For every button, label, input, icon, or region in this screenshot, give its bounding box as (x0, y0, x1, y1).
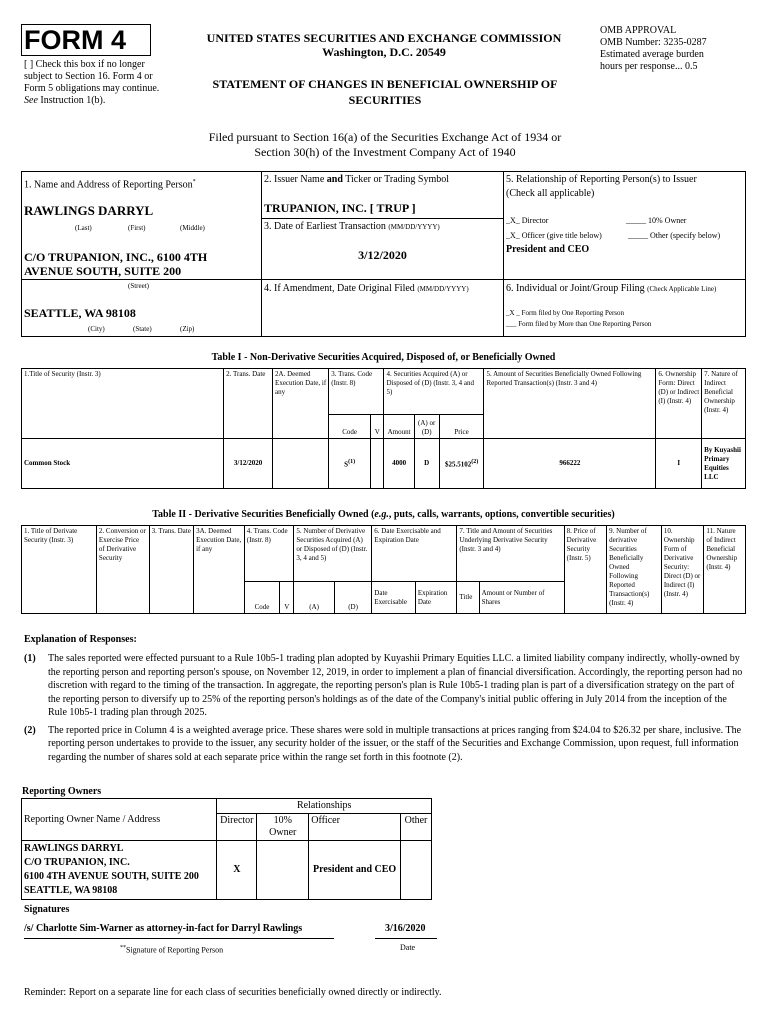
t1-h4: 4. Securities Acquired (A) or Disposed of (D) (Instr. 3, 4 and 5) (384, 369, 484, 415)
owner-col-name: Reporting Owner Name / Address (22, 799, 217, 841)
t1-h2a: 2A. Deemed Execution Date, if any (273, 369, 329, 439)
sec-location: Washington, D.C. 20549 (322, 45, 446, 59)
state-label: (State) (133, 325, 152, 333)
t2-exp: Expiration Date (415, 582, 457, 614)
owner-officer: President and CEO (309, 841, 401, 900)
t1-row-code: $S^{(1)}$ (329, 439, 371, 489)
signature-label: **Signature of Reporting Person (120, 945, 224, 955)
omb-box (600, 25, 760, 73)
last-label: (Last) (75, 224, 92, 232)
table2-title: Table II - Derivative Securities Beneficially Owned (e.g., puts, calls, warrants, options, convertible securities) (152, 509, 615, 520)
t2-h11: 11. Nature of Indirect Beneficial Ownership (Instr. 4) (704, 526, 746, 614)
col-officer: Officer (309, 814, 401, 841)
box5-sub: (Check all applicable) (506, 188, 595, 199)
t2-h8: 8. Price of Derivative Security (Instr. 5) (564, 526, 607, 614)
box3-label: 3. Date of Earliest Transaction (MM/DD/YYYY) (264, 221, 440, 232)
table-row (22, 841, 432, 900)
t2-h3a: 3A. Deemed Execution Date, if any (194, 526, 245, 614)
t1-row-price: $25.5102$^{(2)}$ (439, 439, 484, 489)
t2-h2: 2. Conversion or Exercise Price of Derivative Security (96, 526, 149, 614)
street-value: C/O TRUPANION, INC., 6100 4TH AVENUE SOUTH, SUITE 200 (24, 250, 208, 278)
form-title-box (21, 24, 151, 56)
ten-pct-check: _____ 10% Owner (626, 216, 687, 225)
table2 (21, 525, 746, 614)
t2-h5: 5. Number of Derivative Securities Acquired (A) or Disposed of (D) (Instr. 3, 4 and 5) (294, 526, 372, 582)
director-check: _X_ Director (506, 216, 549, 225)
table1-title: Table I - Non-Derivative Securities Acquired, Disposed of, or Beneficially Owned (211, 352, 556, 363)
filing-opt1: _X _ Form filed by One Reporting Person (506, 309, 625, 317)
issuer-value: TRUPANION, INC. [ TRUP ] (264, 201, 416, 215)
t2-date-ex: Date Exercisable (372, 582, 416, 614)
officer-check: _X_ Officer (give title below) (506, 231, 602, 240)
t1-v: V (370, 415, 384, 439)
omb-burden: Estimated average burden (600, 49, 704, 60)
reporting-person-name: RAWLINGS DARRYL (24, 203, 154, 218)
t1-row-form: I (656, 439, 702, 489)
table-row (22, 439, 746, 489)
t1-h1: 1.Title of Security (Instr. 3) (22, 369, 224, 439)
omb-approval: OMB APPROVAL (600, 25, 677, 36)
sec-title: UNITED STATES SECURITIES AND EXCHANGE COMMISSION (206, 31, 562, 45)
zip-label: (Zip) (180, 325, 195, 333)
t1-aord: (A) or (D) (414, 415, 439, 439)
t2-h6: 6. Date Exercisable and Expiration Date (372, 526, 457, 582)
reminder: Reminder: Report on a separate line for each class of securities beneficially owned directly or indirectly. (24, 987, 442, 998)
box6-label: 6. Individual or Joint/Group Filing (Check Applicable Line) (506, 283, 717, 294)
owner-ten-pct (257, 841, 309, 900)
owner-director: X (217, 841, 257, 900)
footnote-2: (2) The reported price in Column 4 is a weighted average price. These shares were sold in multiple transactions at prices ranging from $24.04 to $26.32 per share, inclusive. The reporting person undertakes to provide to the issuer, any security holder of the issuer, or the staff of the Securities and Exchange Commission, upon request, full information regarding the number of shares sold at each separate price within the range set forth in this footnote (2). (24, 724, 742, 763)
t1-h5: 5. Amount of Securities Beneficially Owned Following Reported Transaction(s) (Instr. 3 and 4) (484, 369, 656, 439)
signatures-heading: Signatures (24, 904, 70, 915)
t1-h2: 2. Trans. Date (224, 369, 273, 439)
box4-label: 4. If Amendment, Date Original Filed (MM/DD/YYYY) (264, 283, 469, 294)
t2-h10: 10. Ownership Form of Derivative Security: Direct (D) or Indirect (I) (Instr. 4) (661, 526, 704, 614)
col-director: Director (217, 814, 257, 841)
t2-d: (D) (334, 582, 371, 614)
earliest-transaction-date: 3/12/2020 (358, 248, 407, 262)
box1-label: 1. Name and Address of Reporting Person* (24, 179, 196, 191)
box2-label: 2. Issuer Name and Ticker or Trading Symbol (264, 174, 450, 185)
owners-table (21, 798, 432, 900)
filing-opt2: ___ Form filed by More than One Reporting Person (506, 320, 652, 328)
owner-other (400, 841, 431, 900)
other-check: _____ Other (specify below) (628, 231, 721, 240)
t1-amount: Amount (384, 415, 414, 439)
explanation-list (24, 652, 746, 764)
t2-a: (A) (294, 582, 335, 614)
box5-label: 5. Relationship of Reporting Person(s) to Issuer (506, 174, 697, 185)
first-label: (First) (128, 224, 146, 232)
t1-price: Price (439, 415, 484, 439)
t1-code: Code (329, 415, 371, 439)
explanation-heading: Explanation of Responses: (24, 634, 137, 645)
col-ten-pct: 10% Owner (257, 814, 309, 841)
street-label: (Street) (128, 282, 149, 290)
checkbox-note: [ ] Check this box if no longer subject to Section 16. Form 4 or Form 5 obligations may continue. See Instruction 1(b). (24, 59, 160, 106)
middle-label: (Middle) (180, 224, 205, 232)
t1-row-owned: 966222 (484, 439, 656, 489)
t2-h9: 9. Number of derivative Securities Beneficially Owned Following Reported Transaction(s) (Instr. 4) (607, 526, 662, 614)
t1-row-nature: By Kuyashii Primary Equities LLC (702, 439, 746, 489)
officer-title: President and CEO (506, 244, 590, 255)
table1 (21, 368, 746, 489)
omb-hours: hours per response... 0.5 (600, 61, 698, 72)
date-label: Date (400, 943, 416, 952)
signature-text: /s/ Charlotte Sim-Warner as attorney-in-fact for Darryl Rawlings (24, 923, 303, 934)
city-label: (City) (88, 325, 105, 333)
filed-pursuant-1: Filed pursuant to Section 16(a) of the Securities Exchange Act of 1934 or (208, 130, 562, 144)
form-title: FORM 4 (24, 25, 127, 55)
t2-h1: 1. Title of Derivate Security (Instr. 3) (22, 526, 97, 614)
relationships-header: Relationships (217, 799, 432, 814)
statement-title: STATEMENT OF CHANGES IN BENEFICIAL OWNERSHIP OF SECURITIES (212, 77, 558, 107)
t2-h4: 4. Trans. Code (Instr. 8) (244, 526, 294, 582)
signature-date: 3/16/2020 (385, 923, 426, 934)
t2-amount-shares: Amount or Number of Shares (479, 582, 564, 614)
col-other: Other (400, 814, 431, 841)
t1-row-aord: D (414, 439, 439, 489)
filed-pursuant-2: Section 30(h) of the Investment Company Act of 1940 (254, 145, 516, 159)
footnote-1: (1) The sales reported were effected pursuant to a Rule 10b5-1 trading plan adopted by Kuyashii Primary Equities LLC. a limited liability company indirectly, wholly-owned by the reporting person and reporting person's spouse, on November 12, 2019, in order to implement a plan of financial diversification. Accordingly, the reporting person had no discretion with regard to the timing of the transaction. In aggregate, the reporting person's plan is Rule 10b5-1 trading plan is part of a diversification strategy on the part of the reporting person to diversify up to 25% of the reporting person's holdings as of the date of the Company's initial public offering in July 2014 from the inception of the Rule 10b5-1 trading plan through 2025. (24, 653, 743, 718)
owner-name-address: RAWLINGS DARRYL C/O TRUPANION, INC. 6100 4TH AVENUE SOUTH, SUITE 200 SEATTLE, WA 98108 (22, 841, 217, 900)
t1-row-amount: 4000 (384, 439, 414, 489)
t1-row-date: 3/12/2020 (224, 439, 273, 489)
city-value: SEATTLE, WA 98108 (24, 306, 136, 320)
t1-h6: 6. Ownership Form: Direct (D) or Indirect (I) (Instr. 4) (656, 369, 702, 439)
t2-v: V (280, 582, 294, 614)
t1-h7: 7. Nature of Indirect Beneficial Ownership (Instr. 4) (702, 369, 746, 439)
t2-h7: 7. Title and Amount of Securities Underlying Derivative Security (Instr. 3 and 4) (457, 526, 564, 582)
t2-title: Title (457, 582, 479, 614)
t1-h3: 3. Trans. Code (Instr. 8) (329, 369, 384, 415)
t2-code: Code (244, 582, 279, 614)
t1-row-title: Common Stock (22, 439, 224, 489)
owners-heading: Reporting Owners (22, 786, 102, 797)
t2-h3: 3. Trans. Date (149, 526, 194, 614)
omb-number: OMB Number: 3235-0287 (600, 37, 707, 48)
